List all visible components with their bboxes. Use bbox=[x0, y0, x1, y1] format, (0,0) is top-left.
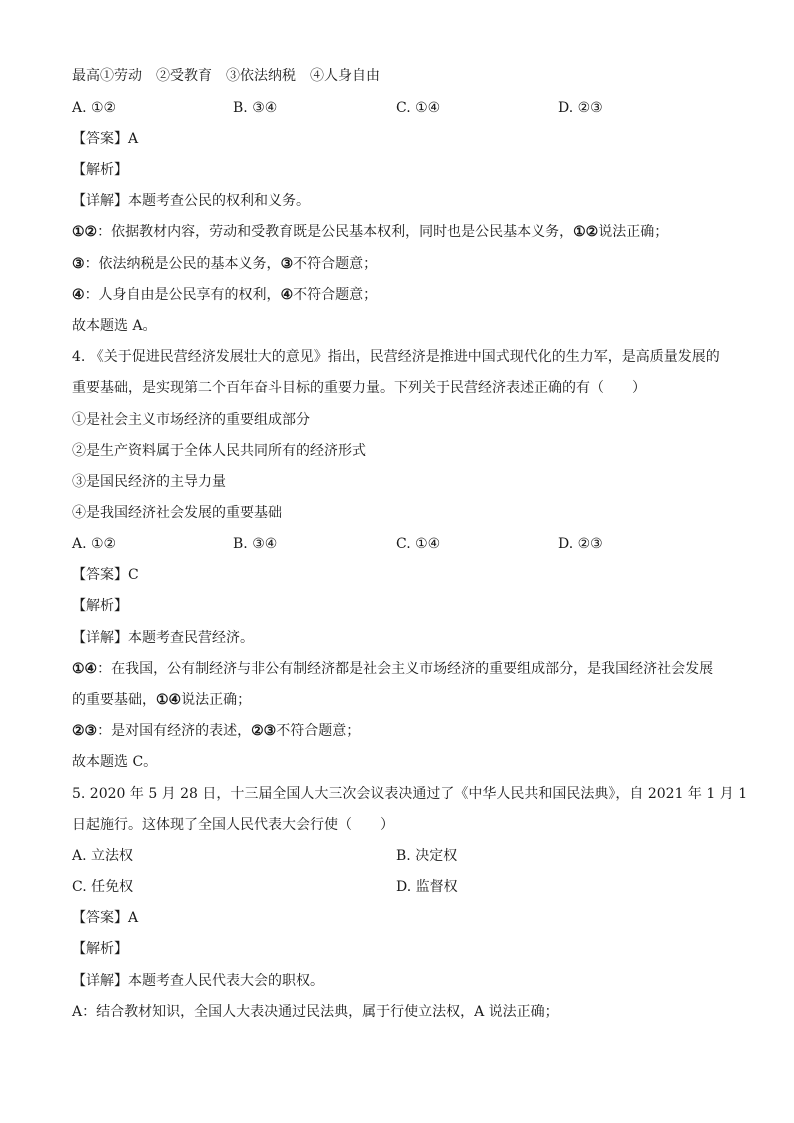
q4-option-b: B. ③④ bbox=[233, 536, 278, 552]
q4-reason-1 bbox=[72, 659, 713, 679]
q5-stem-line-2: 日起施行。这体现了全国人民代表大会行使（ ） bbox=[72, 817, 394, 833]
q3-reason-3-text2: 不符合题意； bbox=[293, 287, 378, 303]
q3-answer: 【答案】A bbox=[72, 131, 139, 147]
q3-reason-2-tag2: ③ bbox=[280, 256, 294, 272]
q4-stem-line-2: 重要基础，是实现第二个百年奋斗目标的重要力量。下列关于民营经济表述正确的有（ ） bbox=[72, 380, 646, 396]
q4-stem-line-1: 4. 《关于促进民营经济发展壮大的意见》指出，民营经济是推进中国式现代化的生力军，是高质量发展的 bbox=[72, 349, 720, 365]
q3-reason-1-tag2: ①② bbox=[573, 224, 599, 240]
q3-reason-3 bbox=[72, 285, 377, 305]
q4-reason-1b-text2: 说法正确； bbox=[181, 692, 252, 708]
q4-item-3: ③是国民经济的主导力量 bbox=[72, 474, 226, 490]
q3-option-c: C. ①④ bbox=[396, 100, 441, 116]
q3-option-b: B. ③④ bbox=[233, 100, 278, 116]
q5-option-b: B. 决定权 bbox=[396, 848, 458, 864]
q4-item-1: ①是社会主义市场经济的重要组成部分 bbox=[72, 412, 310, 428]
q5-option-c: C. 任免权 bbox=[72, 879, 134, 895]
q4-reason-1-tag: ①④ bbox=[72, 661, 98, 677]
q4-reason-2 bbox=[72, 721, 360, 741]
q5-option-a: A. 立法权 bbox=[72, 848, 134, 864]
q3-reason-1-text: ：依据教材内容，劳动和受教育既是公民基本权利，同时也是公民基本义务， bbox=[97, 224, 574, 240]
q4-option-d: D. ②③ bbox=[558, 536, 603, 552]
q4-answer: 【答案】C bbox=[72, 567, 139, 583]
q3-reason-2-text: ：依法纳税是公民的基本义务， bbox=[84, 256, 281, 272]
q5-stem-line-1: 5. 2020 年 5 月 28 日，十三届全国人大三次会议表决通过了《中华人民共和国民法典》，自 2021 年 1 月 1 bbox=[72, 786, 748, 802]
q4-reason-1b-text: 的重要基础， bbox=[72, 692, 156, 708]
q3-conclusion: 故本题选 A。 bbox=[72, 318, 157, 334]
q5-detail: 【详解】本题考查人民代表大会的职权。 bbox=[72, 973, 324, 989]
q3-analysis-label: 【解析】 bbox=[72, 162, 128, 178]
q3-reason-3-text: ：人身自由是公民享有的权利， bbox=[84, 287, 281, 303]
q3-reason-1 bbox=[72, 222, 668, 242]
q4-reason-2-tag: ②③ bbox=[72, 723, 98, 739]
q3-reason-2-text2: 不符合题意； bbox=[293, 256, 378, 272]
q4-item-2: ②是生产资料属于全体人民共同所有的经济形式 bbox=[72, 443, 366, 459]
q3-stem: 最高①劳动 ②受教育 ③依法纳税 ④人身自由 bbox=[72, 68, 380, 84]
q5-answer: 【答案】A bbox=[72, 910, 139, 926]
q4-reason-1-cont bbox=[72, 690, 251, 710]
q3-reason-1-tag: ①② bbox=[72, 224, 98, 240]
q4-reason-2-text: ：是对国有经济的表述， bbox=[97, 723, 252, 739]
q4-analysis-label: 【解析】 bbox=[72, 598, 128, 614]
q3-option-d: D. ②③ bbox=[558, 100, 603, 116]
q3-reason-2-tag: ③ bbox=[72, 256, 85, 272]
q4-detail: 【详解】本题考查民营经济。 bbox=[72, 630, 254, 646]
q4-reason-1-text: ：在我国，公有制经济与非公有制经济都是社会主义市场经济的重要组成部分，是我国经济社会发展 bbox=[97, 661, 714, 677]
q3-detail: 【详解】本题考查公民的权利和义务。 bbox=[72, 193, 310, 209]
q5-option-d: D. 监督权 bbox=[396, 879, 458, 895]
q4-conclusion: 故本题选 C。 bbox=[72, 754, 158, 770]
q4-reason-2-text2: 不符合题意； bbox=[276, 723, 361, 739]
q5-analysis-label: 【解析】 bbox=[72, 941, 128, 957]
q3-option-a: A. ①② bbox=[72, 100, 117, 116]
q4-option-c: C. ①④ bbox=[396, 536, 441, 552]
q3-reason-2 bbox=[72, 254, 377, 274]
q4-item-4: ④是我国经济社会发展的重要基础 bbox=[72, 505, 282, 521]
q3-reason-1-text2: 说法正确； bbox=[598, 224, 669, 240]
q3-reason-3-tag: ④ bbox=[72, 287, 85, 303]
q4-reason-2-tag2: ②③ bbox=[251, 723, 277, 739]
q4-option-a: A. ①② bbox=[72, 536, 117, 552]
q5-reason-1: A：结合教材知识，全国人大表决通过民法典，属于行使立法权，A 说法正确； bbox=[72, 1004, 559, 1020]
q3-reason-3-tag2: ④ bbox=[280, 287, 294, 303]
q4-reason-1b-tag2: ①④ bbox=[156, 692, 182, 708]
